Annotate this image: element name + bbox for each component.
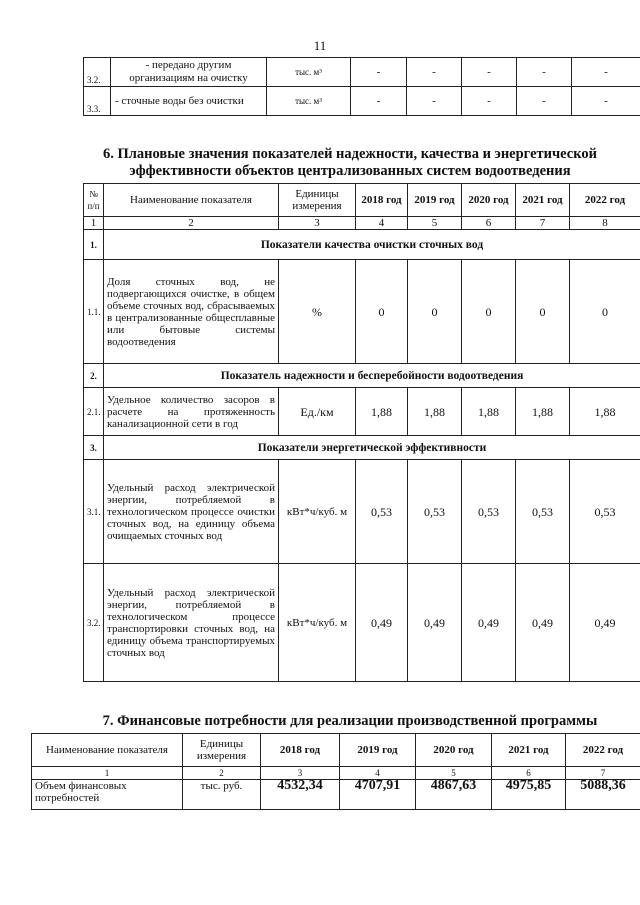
- row-value: 4867,63: [416, 780, 492, 810]
- table-row: [32, 780, 640, 810]
- header-year: 2021 год: [492, 734, 566, 767]
- row-value: 1,88: [356, 388, 408, 436]
- table-row: [84, 388, 640, 436]
- row-value: -: [572, 58, 640, 87]
- row-number: 3.1.: [84, 460, 104, 564]
- row-value: 0,53: [462, 460, 516, 564]
- row-value: 0,49: [462, 564, 516, 682]
- row-name: Удельный расход электрической энергии, потребляемой в технологическом процессе очистки сточных вод, на единицу объема очищаемых сточных вод: [104, 460, 279, 564]
- row-value: -: [407, 58, 462, 87]
- column-number: 7: [516, 217, 570, 230]
- group-row: [84, 230, 640, 260]
- row-value: 0,49: [408, 564, 462, 682]
- row-unit: кВт*ч/куб. м: [279, 564, 356, 682]
- header-year: 2019 год: [340, 734, 416, 767]
- column-number-row: [84, 217, 640, 230]
- section6-title: 6. Плановые значения показателей надежности, качества и энергетической эффективности объектов централизованных систем водоотведения: [103, 146, 597, 179]
- column-number: 7: [566, 767, 640, 780]
- row-unit: кВт*ч/куб. м: [279, 460, 356, 564]
- table-row: [84, 87, 640, 116]
- row-name: Объем финансовых потребностей: [32, 780, 183, 810]
- row-number: 1.1.: [84, 260, 104, 364]
- row-value: 0: [462, 260, 516, 364]
- row-name: Удельное количество засоров в расчете на протяженность канализационной сети в год: [104, 388, 279, 436]
- row-value: 1,88: [408, 388, 462, 436]
- group-title: Показатель надежности и бесперебойности водоотведения: [104, 364, 640, 388]
- group-title: Показатели качества очистки сточных вод: [104, 230, 640, 260]
- table-row: [84, 564, 640, 682]
- row-value: 0,49: [570, 564, 640, 682]
- row-number: 3.2.: [84, 564, 104, 682]
- row-value: -: [351, 87, 407, 116]
- header-year: 2022 год: [566, 734, 640, 767]
- column-number: 1: [84, 217, 104, 230]
- table-row: [84, 460, 640, 564]
- row-value: -: [572, 87, 640, 116]
- row-number: 2.1.: [84, 388, 104, 436]
- row-name: - передано другим организациям на очистку: [111, 58, 267, 87]
- row-name: - сточные воды без очистки: [111, 87, 267, 116]
- table-row: [84, 260, 640, 364]
- column-number: 8: [570, 217, 640, 230]
- row-unit: тыс. м³: [267, 58, 351, 87]
- group-number: 3.: [84, 436, 104, 460]
- column-number: 6: [492, 767, 566, 780]
- header-year: 2018 год: [356, 184, 408, 217]
- column-number: 2: [104, 217, 279, 230]
- row-value: 0: [570, 260, 640, 364]
- top-table: [83, 57, 640, 116]
- group-row: [84, 364, 640, 388]
- header-year: 2021 год: [516, 184, 570, 217]
- row-value: 0,53: [356, 460, 408, 564]
- page-number: 11: [313, 38, 327, 53]
- row-value: -: [462, 87, 517, 116]
- column-number: 5: [408, 217, 462, 230]
- row-value: 0,53: [570, 460, 640, 564]
- header-year: 2020 год: [416, 734, 492, 767]
- row-number: 3.2.: [84, 58, 111, 87]
- column-number: 6: [462, 217, 516, 230]
- row-value: 1,88: [516, 388, 570, 436]
- group-number: 2.: [84, 364, 104, 388]
- row-value: -: [462, 58, 517, 87]
- column-number: 5: [416, 767, 492, 780]
- header-name: Наименование показателя: [32, 734, 183, 767]
- header-year: 2018 год: [261, 734, 340, 767]
- header-year: 2019 год: [408, 184, 462, 217]
- row-value: 0,49: [356, 564, 408, 682]
- row-unit: %: [279, 260, 356, 364]
- row-value: -: [517, 58, 572, 87]
- group-title: Показатели энергетической эффективности: [104, 436, 640, 460]
- row-value: 1,88: [570, 388, 640, 436]
- row-value: 5088,36: [566, 780, 640, 810]
- header-year: 2022 год: [570, 184, 640, 217]
- row-unit: Ед./км: [279, 388, 356, 436]
- column-number: 4: [356, 217, 408, 230]
- section7-title: 7. Финансовые потребности для реализации производственной программы: [102, 713, 598, 729]
- section6-table: [83, 183, 640, 682]
- row-name: Удельный расход электрической энергии, потребляемой в технологическом процессе транспортировки сточных вод, на единицу объема транспортируемых сточных вод: [104, 564, 279, 682]
- header-year: 2020 год: [462, 184, 516, 217]
- row-value: 4532,34: [261, 780, 340, 810]
- row-value: 0: [356, 260, 408, 364]
- column-number: 1: [32, 767, 183, 780]
- row-value: 4707,91: [340, 780, 416, 810]
- row-value: 0,53: [408, 460, 462, 564]
- header-row: [84, 184, 640, 217]
- header-unit: Единицы измерения: [279, 184, 356, 217]
- column-number: 3: [261, 767, 340, 780]
- table-row: [84, 58, 640, 87]
- row-unit: тыс. руб.: [183, 780, 261, 810]
- row-value: -: [517, 87, 572, 116]
- row-name: Доля сточных вод, не подвергающихся очистке, в общем объеме сточных вод, сбрасываемых в централизованные общесплавные или бытовые системы водоотведения: [104, 260, 279, 364]
- row-number: 3.3.: [84, 87, 111, 116]
- row-value: 0,53: [516, 460, 570, 564]
- row-value: -: [407, 87, 462, 116]
- group-number: 1.: [84, 230, 104, 260]
- row-value: 0: [408, 260, 462, 364]
- row-value: 0,49: [516, 564, 570, 682]
- column-number: 3: [279, 217, 356, 230]
- column-number: 4: [340, 767, 416, 780]
- row-value: -: [351, 58, 407, 87]
- row-unit: тыс. м³: [267, 87, 351, 116]
- header-unit: Единицы измерения: [183, 734, 261, 767]
- row-value: 1,88: [462, 388, 516, 436]
- header-row: [32, 734, 640, 767]
- row-value: 4975,85: [492, 780, 566, 810]
- header-name: Наименование показателя: [104, 184, 279, 217]
- section7-table: [31, 733, 640, 810]
- column-number: 2: [183, 767, 261, 780]
- row-value: 0: [516, 260, 570, 364]
- group-row: [84, 436, 640, 460]
- header-num: № п/п: [84, 184, 104, 217]
